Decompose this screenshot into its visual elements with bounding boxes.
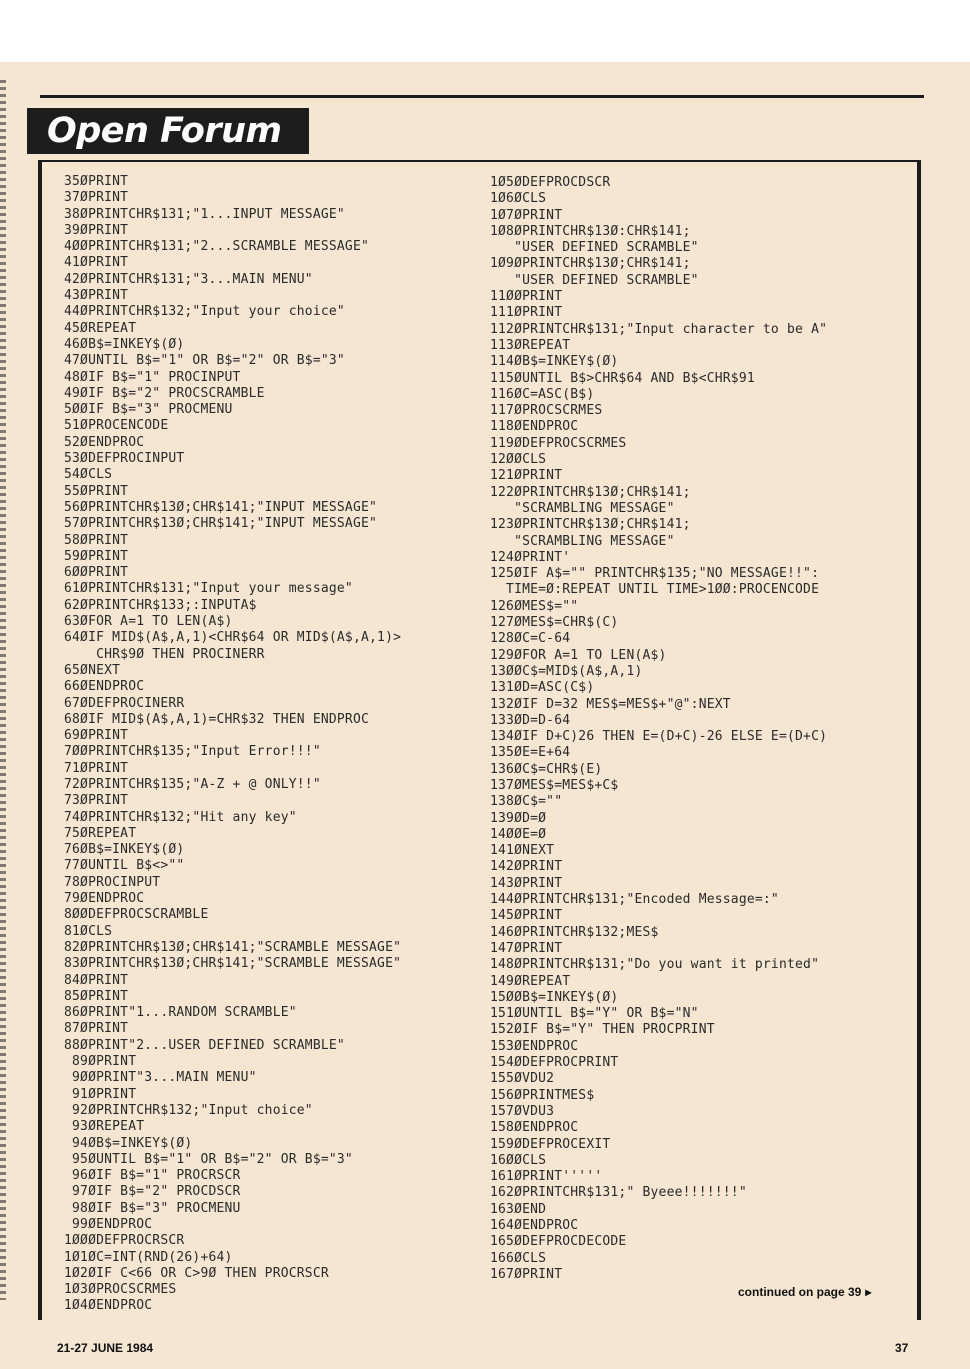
- code-line: 128ØC=C-64: [490, 631, 571, 647]
- code-line: 46ØB$=INKEY$(Ø): [64, 336, 185, 352]
- code-line: 1Ø2ØIF C<66 OR C>9Ø THEN PROCRSCR: [64, 1265, 329, 1281]
- code-line: 134ØIF D+C)26 THEN E=(D+C)-26 ELSE E=(D+C): [490, 729, 828, 745]
- code-line: 53ØDEFPROCINPUT: [64, 451, 185, 467]
- code-line: 13ØØC$=MID$(A$,A,1): [490, 663, 643, 679]
- code-line: 61ØPRINTCHR$131;"Input your message": [64, 581, 353, 597]
- code-line: 71ØPRINT: [64, 760, 129, 776]
- code-line: 41ØPRINT: [64, 255, 129, 271]
- code-line: 64ØIF MID$(A$,A,1)<CHR$64 OR MID$(A$,A,1)>: [64, 630, 402, 646]
- code-line: 155ØVDU2: [490, 1071, 555, 1087]
- code-line: 69ØPRINT: [64, 728, 129, 744]
- code-line: 68ØIF MID$(A$,A,1)=CHR$32 THEN ENDPROC: [64, 711, 370, 727]
- continued-note: [738, 1285, 871, 1299]
- code-line: 1Ø8ØPRINTCHR$13Ø:CHR$141;: [490, 223, 691, 239]
- code-line: 35ØPRINT: [64, 174, 129, 189]
- code-line: 1Ø7ØPRINT: [490, 207, 563, 223]
- code-line: 126ØMES$="": [490, 598, 579, 614]
- code-line: 6ØØPRINT: [64, 565, 129, 581]
- code-line: 82ØPRINTCHR$13Ø;CHR$141;"SCRAMBLE MESSAGE": [64, 939, 402, 955]
- code-line: 115ØUNTIL B$>CHR$64 AND B$<CHR$91: [490, 370, 755, 386]
- code-line: 8ØØDEFPROCSCRAMBLE: [64, 907, 209, 923]
- code-line: 166ØCLS: [490, 1250, 547, 1266]
- code-line: 135ØE=E+64: [490, 745, 571, 761]
- code-line: 93ØREPEAT: [64, 1119, 145, 1135]
- page-number: 37: [895, 1341, 909, 1355]
- code-line: 144ØPRINTCHR$131;"Encoded Message=:": [490, 892, 779, 908]
- code-line: 142ØPRINT: [490, 859, 563, 875]
- code-line: CHR$9Ø THEN PROCINERR: [64, 646, 265, 662]
- code-line: "SCRAMBLING MESSAGE": [490, 533, 675, 549]
- code-line: 1Ø9ØPRINTCHR$13Ø;CHR$141;: [490, 256, 691, 272]
- code-line: 1Ø3ØPROCSCRMES: [64, 1282, 177, 1298]
- code-line: 96ØIF B$="1" PROCRSCR: [64, 1168, 241, 1184]
- code-line: 116ØC=ASC(B$): [490, 386, 595, 402]
- code-line: 76ØB$=INKEY$(Ø): [64, 842, 185, 858]
- code-line: "USER DEFINED SCRAMBLE": [490, 272, 699, 288]
- code-line: 131ØD=ASC(C$): [490, 680, 595, 696]
- binding-edge: [0, 80, 6, 1300]
- code-line: 54ØCLS: [64, 467, 113, 483]
- code-line: 57ØPRINTCHR$13Ø;CHR$141;"INPUT MESSAGE": [64, 516, 378, 532]
- listing-column-right: [490, 175, 915, 1283]
- code-line: 56ØPRINTCHR$13Ø;CHR$141;"INPUT MESSAGE": [64, 499, 378, 515]
- code-line: 1Ø6ØCLS: [490, 191, 547, 207]
- code-line: 92ØPRINTCHR$132;"Input choice": [64, 1102, 313, 1118]
- code-line: 38ØPRINTCHR$131;"1...INPUT MESSAGE": [64, 206, 345, 222]
- code-line: 5ØØIF B$="3" PROCMENU: [64, 402, 233, 418]
- continued-label: continued on page 39: [738, 1285, 862, 1299]
- arrow-right-icon: ▸: [865, 1285, 872, 1299]
- code-line: 84ØPRINT: [64, 972, 129, 988]
- code-line: 133ØD=D-64: [490, 712, 571, 728]
- code-line: 124ØPRINT': [490, 549, 571, 565]
- code-line: 59ØPRINT: [64, 548, 129, 564]
- code-line: 138ØC$="": [490, 794, 563, 810]
- code-line: 156ØPRINTMES$: [490, 1087, 595, 1103]
- code-line: 121ØPRINT: [490, 468, 563, 484]
- code-line: 153ØENDPROC: [490, 1038, 579, 1054]
- code-line: 99ØENDPROC: [64, 1217, 153, 1232]
- header-rule: [40, 95, 924, 98]
- code-line: 117ØPROCSCRMES: [490, 403, 603, 419]
- code-line: 91ØPRINT: [64, 1086, 137, 1102]
- code-line: 77ØUNTIL B$<>"": [64, 858, 185, 874]
- code-line: 58ØPRINT: [64, 532, 129, 548]
- code-line: 149ØREPEAT: [490, 973, 571, 989]
- code-line: 165ØDEFPROCDECODE: [490, 1234, 627, 1250]
- code-line: 14ØØE=Ø: [490, 826, 547, 842]
- code-line: 73ØPRINT: [64, 793, 129, 809]
- code-line: 163ØEND: [490, 1201, 547, 1217]
- code-line: 159ØDEFPROCEXIT: [490, 1136, 611, 1152]
- code-line: 81ØCLS: [64, 923, 113, 939]
- code-line: 75ØREPEAT: [64, 825, 137, 841]
- code-line: 42ØPRINTCHR$131;"3...MAIN MENU": [64, 271, 313, 287]
- code-line: 94ØB$=INKEY$(Ø): [64, 1135, 193, 1151]
- code-line: 16ØØCLS: [490, 1152, 547, 1168]
- code-line: 43ØPRINT: [64, 288, 129, 304]
- code-line: 136ØC$=CHR$(E): [490, 761, 603, 777]
- code-line: 118ØENDPROC: [490, 419, 579, 435]
- code-line: 89ØPRINT: [64, 1054, 137, 1070]
- code-line: 67ØDEFPROCINERR: [64, 695, 185, 711]
- code-line: 1Ø4ØENDPROC: [64, 1298, 153, 1314]
- code-line: 87ØPRINT: [64, 1021, 129, 1037]
- code-line: 95ØUNTIL B$="1" OR B$="2" OR B$="3": [64, 1151, 353, 1167]
- code-line: 151ØUNTIL B$="Y" OR B$="N": [490, 1006, 699, 1022]
- code-line: 112ØPRINTCHR$131;"Input character to be A": [490, 321, 828, 337]
- code-line: 139ØD=Ø: [490, 810, 547, 826]
- code-line: 125ØIF A$="" PRINTCHR$135;"NO MESSAGE!!":: [490, 566, 820, 582]
- code-line: 44ØPRINTCHR$132;"Input your choice": [64, 304, 345, 320]
- code-line: 146ØPRINTCHR$132;MES$: [490, 924, 659, 940]
- code-line: 51ØPROCENCODE: [64, 418, 169, 434]
- code-line: 113ØREPEAT: [490, 337, 571, 353]
- code-line: 74ØPRINTCHR$132;"Hit any key": [64, 809, 297, 825]
- code-line: 66ØENDPROC: [64, 679, 145, 695]
- code-line: 161ØPRINT''''': [490, 1169, 603, 1185]
- code-line: 141ØNEXT: [490, 843, 555, 859]
- code-line: 86ØPRINT"1...RANDOM SCRAMBLE": [64, 1005, 297, 1021]
- code-line: 39ØPRINT: [64, 222, 129, 238]
- code-line: 1Ø1ØC=INT(RND(26)+64): [64, 1249, 233, 1265]
- code-line: 4ØØPRINTCHR$131;"2...SCRAMBLE MESSAGE": [64, 239, 370, 255]
- code-line: 78ØPROCINPUT: [64, 874, 161, 890]
- code-line: 148ØPRINTCHR$131;"Do you want it printed": [490, 957, 820, 973]
- code-line: 162ØPRINTCHR$131;" Byeee!!!!!!!": [490, 1185, 747, 1201]
- code-line: 52ØENDPROC: [64, 434, 145, 450]
- code-line: 83ØPRINTCHR$13Ø;CHR$141;"SCRAMBLE MESSAGE": [64, 956, 402, 972]
- listing-column-left: [64, 174, 494, 1315]
- code-line: 1ØØØDEFPROCRSCR: [64, 1233, 185, 1249]
- code-line: 167ØPRINT: [490, 1266, 563, 1282]
- code-line: 9ØØPRINT"3...MAIN MENU": [64, 1070, 257, 1086]
- code-line: 164ØENDPROC: [490, 1218, 579, 1233]
- code-line: TIME=Ø:REPEAT UNTIL TIME>1ØØ:PROCENCODE: [490, 582, 820, 598]
- code-line: 1Ø5ØDEFPROCDSCR: [490, 175, 611, 190]
- code-line: 154ØDEFPROCPRINT: [490, 1055, 619, 1071]
- code-line: 132ØIF D=32 MES$=MES$+"@":NEXT: [490, 696, 731, 712]
- code-line: 11ØØPRINT: [490, 289, 563, 305]
- code-line: 129ØFOR A=1 TO LEN(A$): [490, 647, 667, 663]
- code-line: 157ØVDU3: [490, 1103, 555, 1119]
- code-line: 145ØPRINT: [490, 908, 563, 924]
- section-title: Open Forum: [27, 108, 309, 154]
- code-line: 88ØPRINT"2...USER DEFINED SCRAMBLE": [64, 1037, 345, 1053]
- code-line: 143ØPRINT: [490, 875, 563, 891]
- issue-date: 21-27 JUNE 1984: [57, 1341, 154, 1355]
- code-line: 119ØDEFPROCSCRMES: [490, 435, 627, 451]
- code-line: 63ØFOR A=1 TO LEN(A$): [64, 614, 233, 630]
- code-line: 79ØENDPROC: [64, 891, 145, 907]
- code-line: 62ØPRINTCHR$133;:INPUTA$: [64, 597, 257, 613]
- code-line: 158ØENDPROC: [490, 1120, 579, 1136]
- code-line: 122ØPRINTCHR$13Ø;CHR$141;: [490, 484, 691, 500]
- code-line: 47ØUNTIL B$="1" OR B$="2" OR B$="3": [64, 353, 345, 369]
- code-line: 123ØPRINTCHR$13Ø;CHR$141;: [490, 517, 691, 533]
- code-line: 7ØØPRINTCHR$135;"Input Error!!!": [64, 744, 321, 760]
- code-line: 98ØIF B$="3" PROCMENU: [64, 1200, 241, 1216]
- code-line: 15ØØB$=INKEY$(Ø): [490, 989, 619, 1005]
- code-line: 65ØNEXT: [64, 662, 121, 678]
- code-line: 45ØREPEAT: [64, 320, 137, 336]
- code-line: "USER DEFINED SCRAMBLE": [490, 240, 699, 256]
- code-line: 137ØMES$=MES$+C$: [490, 777, 619, 793]
- code-line: 147ØPRINT: [490, 940, 563, 956]
- code-line: 97ØIF B$="2" PROCDSCR: [64, 1184, 241, 1200]
- code-line: 72ØPRINTCHR$135;"A-Z + @ ONLY!!": [64, 776, 321, 792]
- code-line: 85ØPRINT: [64, 988, 129, 1004]
- code-line: 152ØIF B$="Y" THEN PROCPRINT: [490, 1022, 715, 1038]
- code-line: 37ØPRINT: [64, 190, 129, 206]
- code-line: 127ØMES$=CHR$(C): [490, 615, 619, 631]
- code-line: "SCRAMBLING MESSAGE": [490, 500, 675, 516]
- code-line: 49ØIF B$="2" PROCSCRAMBLE: [64, 385, 265, 401]
- code-line: 12ØØCLS: [490, 452, 547, 468]
- code-line: 114ØB$=INKEY$(Ø): [490, 354, 619, 370]
- code-line: 48ØIF B$="1" PROCINPUT: [64, 369, 241, 385]
- code-line: 55ØPRINT: [64, 483, 129, 499]
- code-line: 111ØPRINT: [490, 305, 563, 321]
